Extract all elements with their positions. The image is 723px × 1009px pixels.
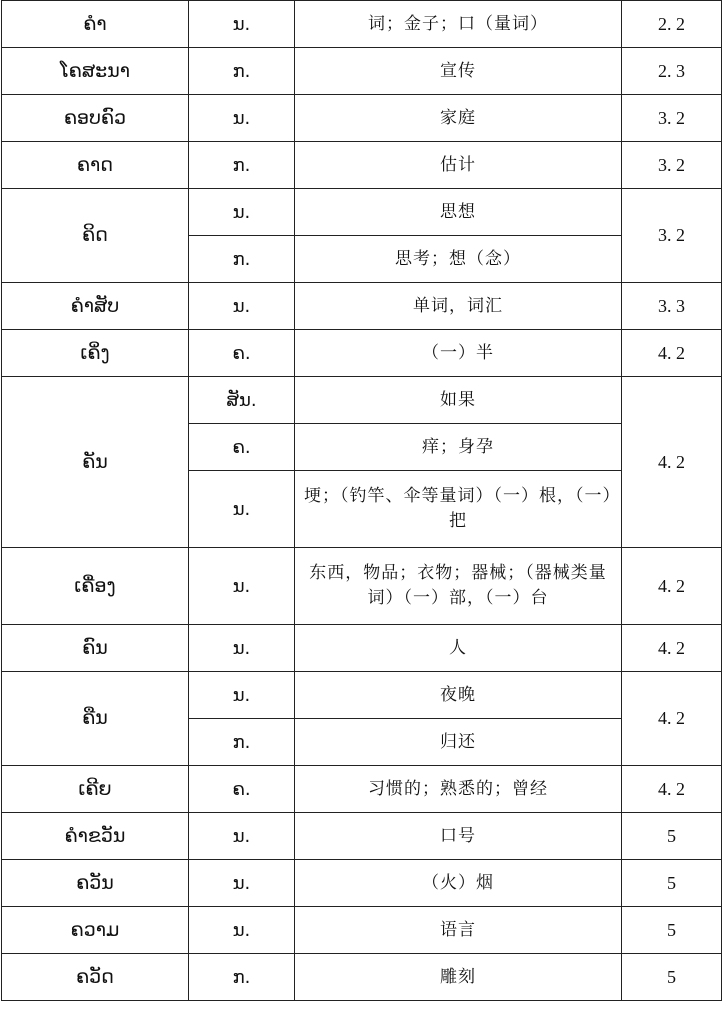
part-of-speech-cell: ຄ. bbox=[189, 424, 295, 471]
lao-word-cell: ຄຳສັບ bbox=[2, 283, 189, 330]
chinese-meaning-cell: （火）烟 bbox=[295, 860, 622, 907]
lesson-number-cell: 2. 2 bbox=[622, 1, 722, 48]
table-row bbox=[2, 954, 722, 1001]
chinese-meaning-cell: 语言 bbox=[295, 907, 622, 954]
part-of-speech-cell: ຄ. bbox=[189, 766, 295, 813]
table-row bbox=[2, 625, 722, 672]
vocabulary-table bbox=[1, 0, 722, 1001]
chinese-meaning-cell: 归还 bbox=[295, 719, 622, 766]
lesson-number-cell: 3. 2 bbox=[622, 189, 722, 283]
part-of-speech-cell: ນ. bbox=[189, 95, 295, 142]
table-row bbox=[2, 907, 722, 954]
lesson-number-cell: 3. 2 bbox=[622, 95, 722, 142]
lao-word-cell: ໂຄສະນາ bbox=[2, 48, 189, 95]
lesson-number-cell: 5 bbox=[622, 907, 722, 954]
chinese-meaning-cell: 东西，物品；衣物；器械；（器械类量词）（一）部，（一）台 bbox=[295, 548, 622, 625]
table-row bbox=[2, 860, 722, 907]
part-of-speech-cell: ກ. bbox=[189, 719, 295, 766]
chinese-meaning-cell: 雕刻 bbox=[295, 954, 622, 1001]
lao-word-cell: ຄວາມ bbox=[2, 907, 189, 954]
table-row bbox=[2, 766, 722, 813]
lesson-number-cell: 4. 2 bbox=[622, 377, 722, 548]
part-of-speech-cell: ກ. bbox=[189, 954, 295, 1001]
part-of-speech-cell: ກ. bbox=[189, 142, 295, 189]
table-row bbox=[2, 95, 722, 142]
chinese-meaning-cell: 如果 bbox=[295, 377, 622, 424]
lesson-number-cell: 4. 2 bbox=[622, 672, 722, 766]
lesson-number-cell: 5 bbox=[622, 954, 722, 1001]
chinese-meaning-cell: 人 bbox=[295, 625, 622, 672]
chinese-meaning-cell: 埂；（钓竿、伞等量词）（一）根，（一）把 bbox=[295, 471, 622, 548]
lao-word-cell: ຄາດ bbox=[2, 142, 189, 189]
table-row bbox=[2, 548, 722, 625]
chinese-meaning-cell: 家庭 bbox=[295, 95, 622, 142]
lao-word-cell: ຄອບຄົວ bbox=[2, 95, 189, 142]
part-of-speech-cell: ນ. bbox=[189, 471, 295, 548]
part-of-speech-cell: ກ. bbox=[189, 48, 295, 95]
chinese-meaning-cell: 词；金子；口（量词） bbox=[295, 1, 622, 48]
vocabulary-table-body bbox=[2, 1, 722, 1001]
lesson-number-cell: 2. 3 bbox=[622, 48, 722, 95]
lesson-number-cell: 5 bbox=[622, 860, 722, 907]
part-of-speech-cell: ນ. bbox=[189, 283, 295, 330]
part-of-speech-cell: ນ. bbox=[189, 672, 295, 719]
table-row bbox=[2, 813, 722, 860]
lesson-number-cell: 4. 2 bbox=[622, 625, 722, 672]
lao-word-cell: ເຄິ່ງ bbox=[2, 330, 189, 377]
lao-word-cell: ຄວັດ bbox=[2, 954, 189, 1001]
chinese-meaning-cell: 口号 bbox=[295, 813, 622, 860]
chinese-meaning-cell: 估计 bbox=[295, 142, 622, 189]
lao-word-cell: ຄົນ bbox=[2, 625, 189, 672]
lao-word-cell: ຄືນ bbox=[2, 672, 189, 766]
part-of-speech-cell: ກ. bbox=[189, 236, 295, 283]
chinese-meaning-cell: （一）半 bbox=[295, 330, 622, 377]
lao-word-cell: ຄຳ bbox=[2, 1, 189, 48]
part-of-speech-cell: ສັນ. bbox=[189, 377, 295, 424]
chinese-meaning-cell: 宣传 bbox=[295, 48, 622, 95]
lao-word-cell: ເຄີຍ bbox=[2, 766, 189, 813]
chinese-meaning-cell: 痒；身孕 bbox=[295, 424, 622, 471]
lesson-number-cell: 4. 2 bbox=[622, 766, 722, 813]
table-row bbox=[2, 189, 722, 236]
chinese-meaning-cell: 习惯的；熟悉的；曾经 bbox=[295, 766, 622, 813]
table-row bbox=[2, 142, 722, 189]
part-of-speech-cell: ນ. bbox=[189, 1, 295, 48]
part-of-speech-cell: ນ. bbox=[189, 548, 295, 625]
part-of-speech-cell: ຄ. bbox=[189, 330, 295, 377]
lesson-number-cell: 3. 3 bbox=[622, 283, 722, 330]
lao-word-cell: ຄັນ bbox=[2, 377, 189, 548]
lesson-number-cell: 5 bbox=[622, 813, 722, 860]
part-of-speech-cell: ນ. bbox=[189, 813, 295, 860]
lesson-number-cell: 4. 2 bbox=[622, 548, 722, 625]
table-row bbox=[2, 672, 722, 719]
table-row bbox=[2, 330, 722, 377]
table-row bbox=[2, 48, 722, 95]
table-row bbox=[2, 283, 722, 330]
lao-word-cell: ຄວັນ bbox=[2, 860, 189, 907]
part-of-speech-cell: ນ. bbox=[189, 860, 295, 907]
lesson-number-cell: 4. 2 bbox=[622, 330, 722, 377]
chinese-meaning-cell: 思想 bbox=[295, 189, 622, 236]
table-row bbox=[2, 1, 722, 48]
part-of-speech-cell: ນ. bbox=[189, 625, 295, 672]
table-row bbox=[2, 377, 722, 424]
part-of-speech-cell: ນ. bbox=[189, 907, 295, 954]
chinese-meaning-cell: 思考；想（念） bbox=[295, 236, 622, 283]
lao-word-cell: ເຄື່ອງ bbox=[2, 548, 189, 625]
lao-word-cell: ຄິດ bbox=[2, 189, 189, 283]
part-of-speech-cell: ນ. bbox=[189, 189, 295, 236]
lao-word-cell: ຄຳຂວັນ bbox=[2, 813, 189, 860]
chinese-meaning-cell: 单词，词汇 bbox=[295, 283, 622, 330]
lesson-number-cell: 3. 2 bbox=[622, 142, 722, 189]
chinese-meaning-cell: 夜晚 bbox=[295, 672, 622, 719]
